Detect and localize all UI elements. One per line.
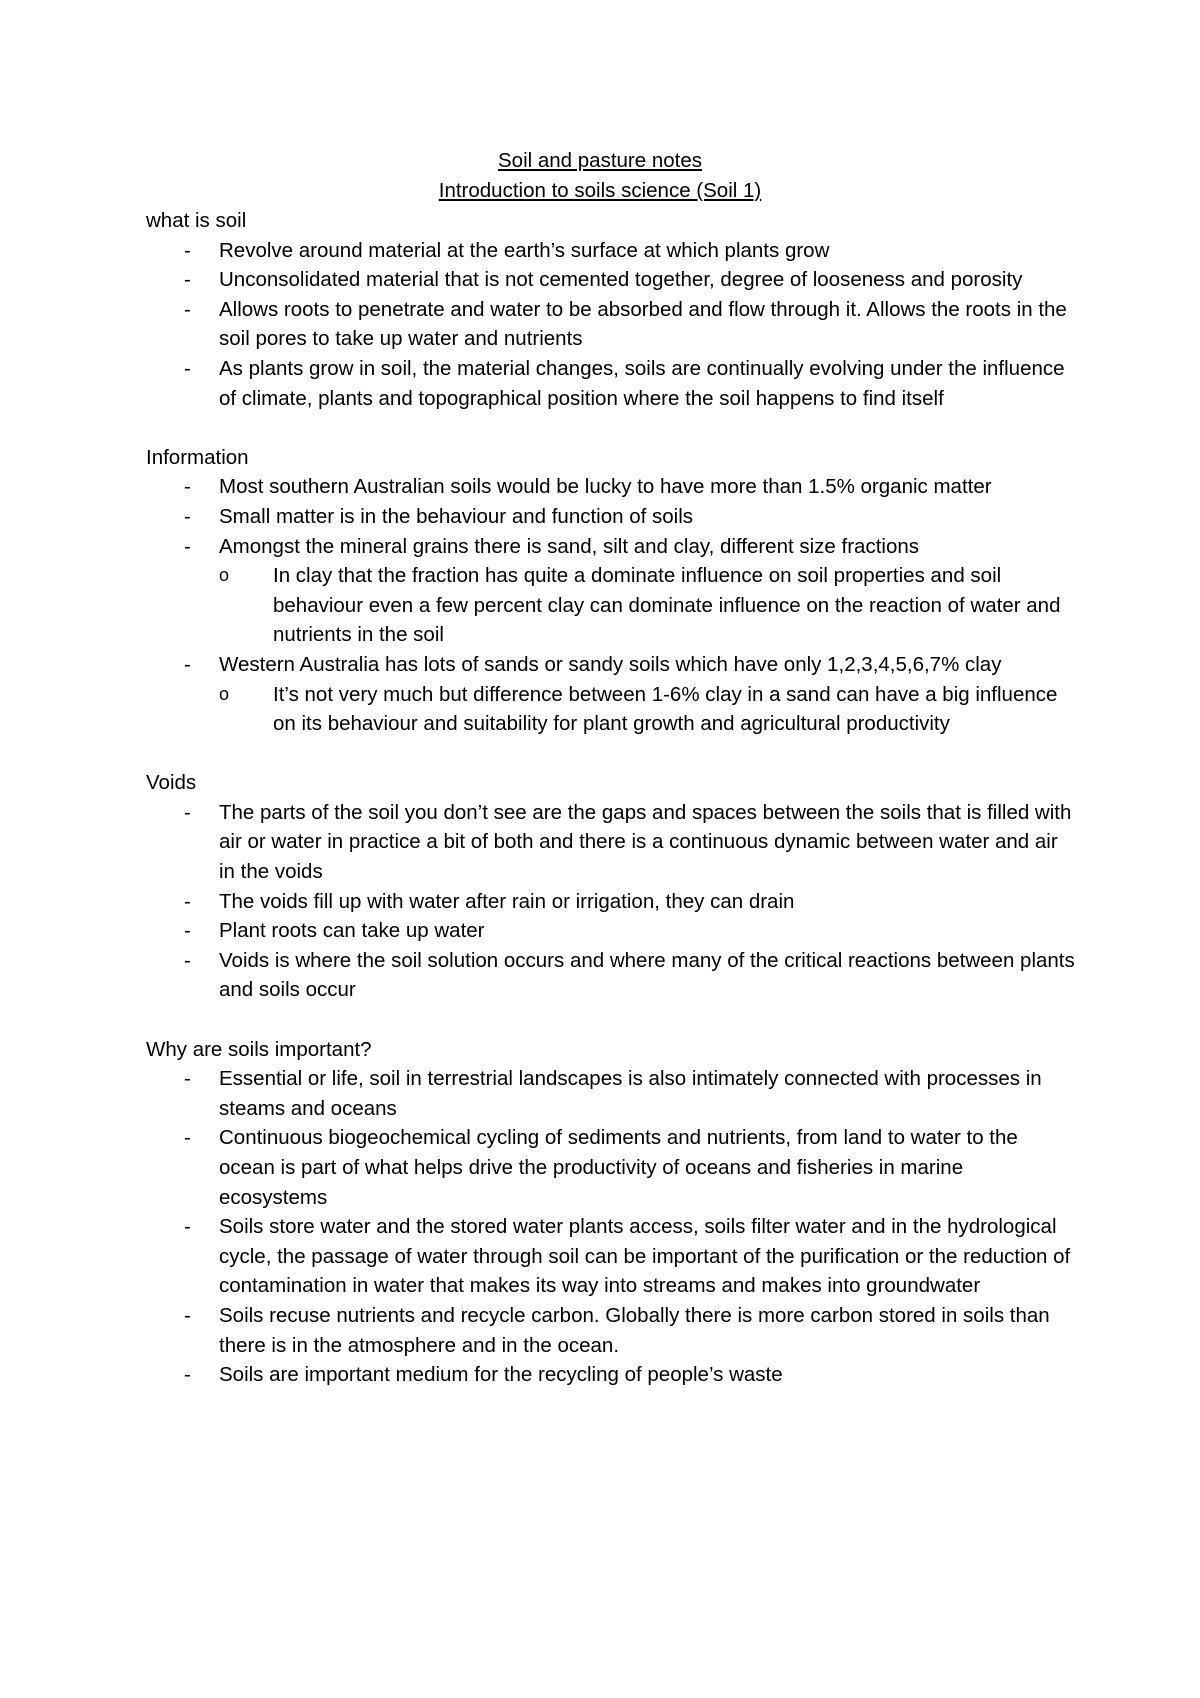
- bullet-text: Continuous biogeochemical cycling of sediments and nutrients, from land to water to the ocean is part of what helps drive the productivity of oceans and fisheries in marine ecosystems: [219, 1126, 1018, 1209]
- bullet-list: [146, 798, 1076, 1005]
- notes-body: [146, 206, 1076, 1390]
- dash-marker: -: [184, 948, 191, 972]
- dash-marker: -: [184, 268, 191, 292]
- bullet-item: [146, 1064, 1076, 1123]
- section-heading: Voids: [146, 771, 197, 795]
- note-section: [146, 768, 1076, 1005]
- sub-bullet-text: It’s not very much but difference between 1-6% clay in a sand can have a big influence on its behaviour and suitability for plant growth and agricultural productivity: [273, 682, 1058, 736]
- dash-marker: -: [184, 504, 191, 528]
- bullet-text: Soils are important medium for the recycling of people’s waste: [219, 1363, 783, 1387]
- dash-marker: -: [184, 1303, 191, 1327]
- dash-marker: -: [184, 475, 191, 499]
- bullet-list: [146, 472, 1076, 738]
- bullet-text: Soils store water and the stored water plants access, soils filter water and in the hydrological cycle, the passage of water through soil can be important of the purification or the reduction of contamination in water that makes its way into streams and makes into groundwater: [219, 1215, 1071, 1298]
- bullet-item: [146, 1301, 1076, 1360]
- dash-marker: -: [184, 1126, 191, 1150]
- bullet-item: [146, 265, 1076, 295]
- bullet-item: [146, 798, 1076, 887]
- page-title: Soil and pasture notes: [498, 149, 702, 172]
- dash-marker: -: [184, 889, 191, 913]
- section-heading: Why are soils important?: [146, 1037, 372, 1061]
- title-block: [0, 146, 1200, 205]
- bullet-list: [146, 1064, 1076, 1390]
- section-heading: what is soil: [146, 209, 247, 232]
- bullet-item: [146, 502, 1076, 532]
- circle-marker: o: [219, 565, 230, 586]
- dash-marker: -: [184, 919, 191, 943]
- dash-marker: -: [184, 652, 191, 676]
- bullet-item: [146, 236, 1076, 266]
- sub-bullet-list: [219, 561, 1076, 650]
- bullet-text: Plant roots can take up water: [219, 919, 485, 943]
- note-section: [146, 206, 1076, 413]
- sub-bullet-item: [219, 680, 1076, 739]
- bullet-text: Allows roots to penetrate and water to be absorbed and flow through it. Allows the roots in the soil pores to take up water and nutrients: [219, 297, 1067, 351]
- dash-marker: -: [184, 238, 191, 262]
- bullet-text: The parts of the soil you don’t see are the gaps and spaces between the soils that is filled with air or water in practice a bit of both and there is a continuous dynamic between water and air in the voids: [219, 800, 1072, 884]
- dash-marker: -: [184, 800, 191, 824]
- bullet-text: Amongst the mineral grains there is sand, silt and clay, different size fractions: [219, 534, 919, 558]
- bullet-text: Western Australia has lots of sands or sandy soils which have only 1,2,3,4,5,6,7% clay: [219, 652, 1002, 676]
- bullet-item: [146, 295, 1076, 354]
- bullet-list: [146, 236, 1076, 414]
- bullet-text: Soils recuse nutrients and recycle carbon. Globally there is more carbon stored in soils than there is in the atmosphere and in the ocean.: [219, 1303, 1050, 1357]
- dash-marker: -: [184, 356, 191, 380]
- bullet-text: As plants grow in soil, the material changes, soils are continually evolving under the influence of climate, plants and topographical position where the soil happens to find itself: [219, 356, 1065, 410]
- dash-marker: -: [184, 534, 191, 558]
- section-heading: Information: [146, 445, 249, 469]
- dash-marker: -: [184, 1215, 191, 1239]
- sub-bullet-item: [219, 561, 1076, 650]
- circle-marker: o: [219, 683, 230, 704]
- bullet-item: [146, 887, 1076, 917]
- bullet-text: Voids is where the soil solution occurs and where many of the critical reactions between plants and soils occur: [219, 948, 1075, 1002]
- bullet-text: Essential or life, soil in terrestrial landscapes is also intimately connected with processes in steams and oceans: [219, 1067, 1042, 1120]
- bullet-item: [146, 946, 1076, 1005]
- bullet-item: [146, 650, 1076, 739]
- bullet-text: Small matter is in the behaviour and function of soils: [219, 504, 694, 528]
- bullet-item: [146, 1212, 1076, 1301]
- sub-bullet-text: In clay that the fraction has quite a dominate influence on soil properties and soil behaviour even a few percent clay can dominate influence on the reaction of water and nutrients in the soil: [273, 564, 1061, 647]
- bullet-item: [146, 1123, 1076, 1212]
- page-subtitle: Introduction to soils science (Soil 1): [438, 178, 762, 202]
- bullet-item: [146, 472, 1076, 502]
- dash-marker: -: [184, 297, 191, 321]
- sub-bullet-list: [219, 680, 1076, 739]
- bullet-text: Most southern Australian soils would be lucky to have more than 1.5% organic matter: [219, 475, 992, 499]
- dash-marker: -: [184, 1067, 191, 1091]
- bullet-item: [146, 354, 1076, 413]
- dash-marker: -: [184, 1363, 191, 1387]
- note-section: [146, 1035, 1076, 1390]
- note-section: [146, 443, 1076, 739]
- bullet-item: [146, 532, 1076, 650]
- bullet-text: Unconsolidated material that is not cemented together, degree of looseness and porosity: [219, 268, 1023, 292]
- bullet-item: [146, 1360, 1076, 1390]
- bullet-item: [146, 916, 1076, 946]
- bullet-text: Revolve around material at the earth’s surface at which plants grow: [219, 238, 830, 262]
- bullet-text: The voids fill up with water after rain or irrigation, they can drain: [219, 889, 795, 913]
